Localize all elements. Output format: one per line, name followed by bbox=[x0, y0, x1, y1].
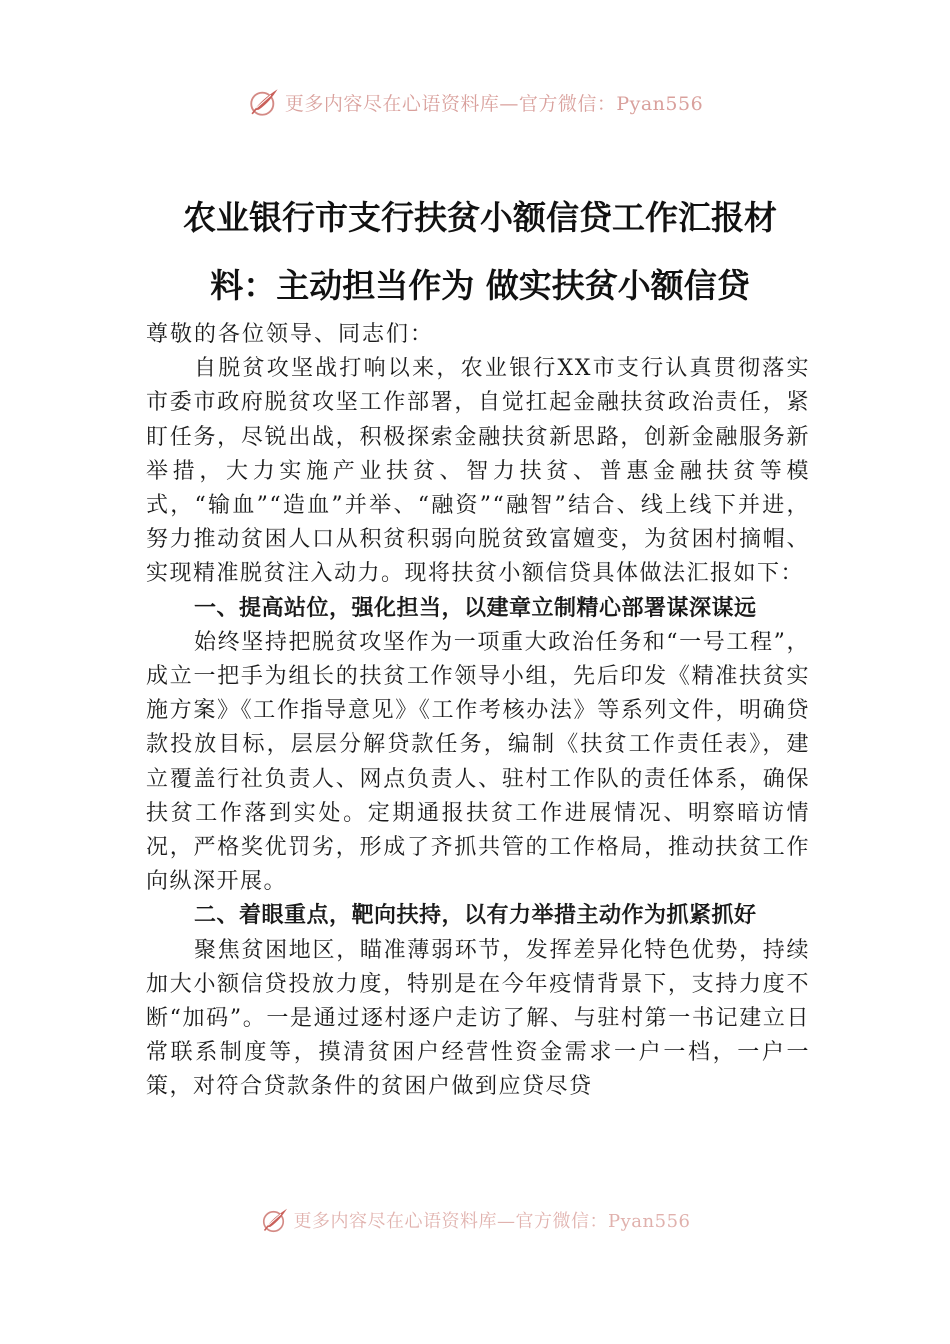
section-1-paragraph: 始终坚持把脱贫攻坚作为一项重大政治任务和“一号工程”，成立一把手为组长的扶贫工作领导小组，先后印发《精准扶贫实施方案》《工作指导意见》《工作考核办法》等系列文件，明确贷款投放目标，层层分解贷款任务，编制《扶贫工作责任表》，建立覆盖行社负责人、网点负责人、驻村工作队的责任体系，确保扶贫工作落到实处。定期通报扶贫工作进展情况、明察暗访情况，严格奖优罚劣，形成了齐抓共管的工作格局，推动扶贫工作向纵深开展。 bbox=[146, 629, 810, 895]
banner-text: 更多内容尽在心语资料库—官方微信：Pyan556 bbox=[284, 92, 704, 115]
quill-logo-icon bbox=[260, 1205, 290, 1235]
salutation: 尊敬的各位领导、同志们： bbox=[146, 322, 435, 347]
section-1-heading: 一、提高站位，强化担当，以建章立制精心部署谋深谋远 bbox=[194, 595, 757, 621]
section-2-paragraph: 聚焦贫困地区，瞄准薄弱环节，发挥差异化特色优势，持续加大小额信贷投放力度，特别是在今年疫情背景下，支持力度不断“加码”。一是通过逐村逐户走访了解、与驻村第一书记建立日常联系制度等，摸清贫困户经营性资金需求一户一档，一户一策，对符合贷款条件的贫困户做到应贷尽贷 bbox=[146, 937, 810, 1100]
intro-paragraph: 自脱贫攻坚战打响以来，农业银行XX市支行认真贯彻落实市委市政府脱贫攻坚工作部署，自觉扛起金融扶贫政治责任，紧盯任务，尽锐出战，积极探索金融扶贫新思路，创新金融服务新举措，大力实施产业扶贫、智力扶贫、普惠金融扶贫等模式，“输血”“造血”并举、“融资”“融智”结合、线上线下并进，努力推动贫困人口从积贫积弱向脱贫致富嬗变，为贫困村摘帽、实现精准脱贫注入动力。现将扶贫小额信贷具体做法汇报如下： bbox=[146, 356, 810, 587]
title-line-1: 农业银行市支行扶贫小额信贷工作汇报材 bbox=[183, 198, 777, 237]
section-2-heading: 二、着眼重点，靶向扶持，以有力举措主动作为抓紧抓好 bbox=[194, 903, 757, 929]
title-line-2: 料：主动担当作为 做实扶贫小额信贷 bbox=[210, 266, 750, 305]
footer-watermark-banner bbox=[0, 1202, 950, 1238]
footer-banner-text: 更多内容尽在心语资料库—官方微信：Pyan556 bbox=[293, 1211, 691, 1232]
document-body bbox=[146, 318, 810, 1105]
